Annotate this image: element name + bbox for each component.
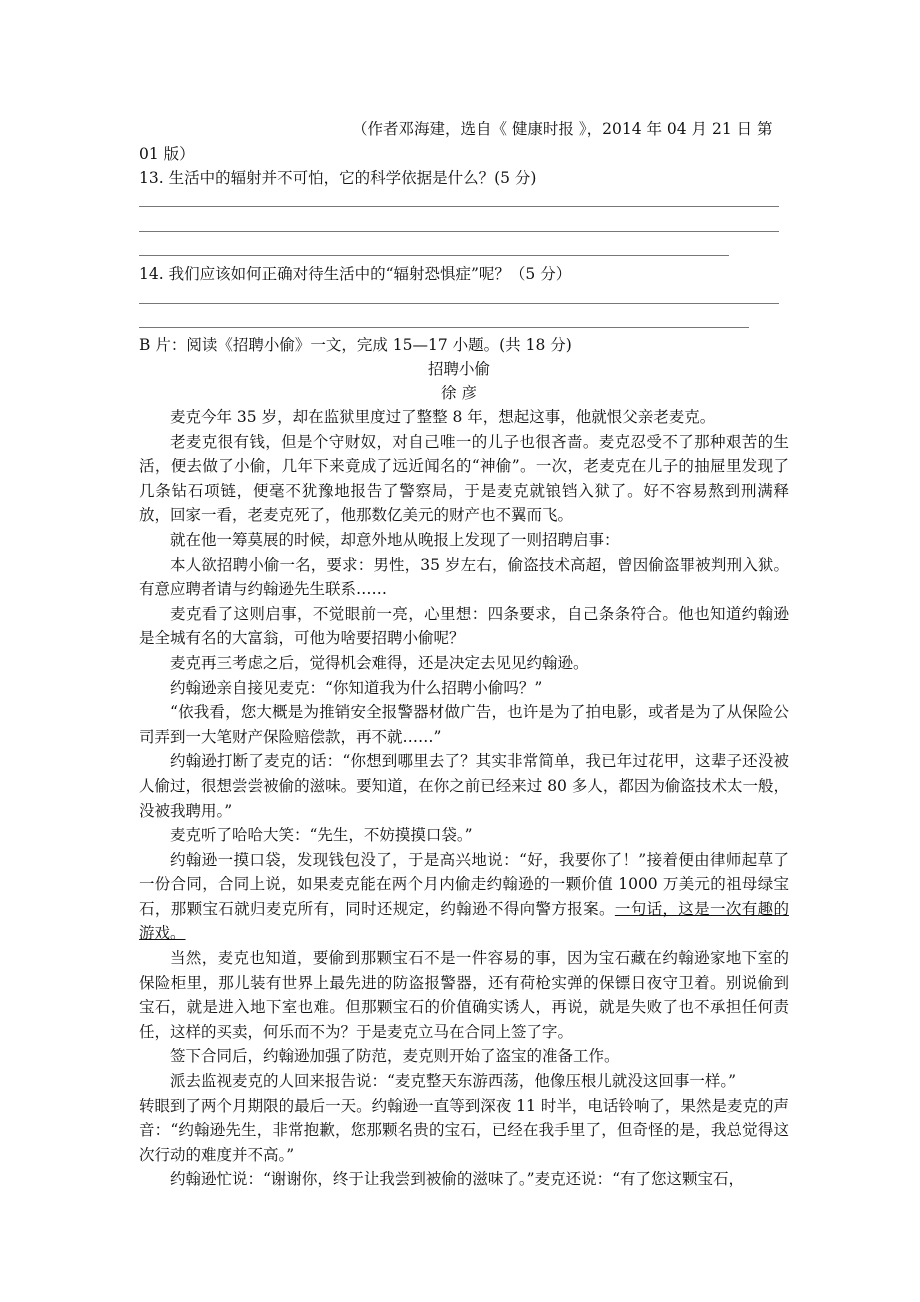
paragraph: 老麦克很有钱，但是个守财奴，对自己唯一的儿子也很吝啬。麦克忍受不了那种艰苦的生活，便去做了小偷，几年下来竟成了远近闻名的“神偷”。一次，老麦克在儿子的抽屉里发现了几条钻石项链，便毫不犹豫地报告了警察局，于是麦克就锒铛入狱了。好不容易熬到刑满释放，回家一看，老麦克死了，他那数亿美元的财产也不翼而飞。 xyxy=(139,432,789,525)
answer-line xyxy=(139,303,779,304)
paragraph xyxy=(139,848,789,946)
story-body xyxy=(139,405,789,1192)
paragraph: 签下合同后，约翰逊加强了防范，麦克则开始了盗宝的准备工作。 xyxy=(170,1047,620,1066)
paragraph: 麦克今年 35 岁，却在监狱里度过了整整 8 年，想起这事，他就恨父亲老麦克。 xyxy=(170,408,716,426)
paragraph: 麦克再三考虑之后，觉得机会难得，还是决定去见见约翰逊。 xyxy=(170,653,589,672)
paragraph: 麦克听了哈哈大笑：“先生，不妨摸摸口袋。” xyxy=(170,826,473,845)
question-13: 13. 生活中的辐射并不可怕，它的科学依据是什么？(5 分) xyxy=(139,169,537,187)
answer-line xyxy=(139,206,779,207)
answer-line xyxy=(139,231,779,232)
answer-line xyxy=(139,255,729,256)
paragraph: 当然，麦克也知道，要偷到那颗宝石不是一件容易的事，因为宝石藏在约翰逊家地下室的保险柜里，那儿装有世界上最先进的防盗报警器，还有荷枪实弹的保镖日夜守卫着。别说偷到宝石，就是进入地下室也难。但那颗宝石的价值确实诱人，再说，就是失败了也不承担任何责任，这样的买卖，何乐而不为？于是麦克立马在合同上签了字。 xyxy=(139,949,789,1041)
paragraph: 麦克看了这则启事，不觉眼前一亮，心里想：四条要求，自己条条符合。他也知道约翰逊是全城有名的大富翁，可他为啥要招聘小偷呢？ xyxy=(139,604,789,648)
paragraph: 约翰逊打断了麦克的话：“你想到哪里去了？其实非常简单，我已年过花甲，这辈子还没被人偷过，很想尝尝被偷的滋味。要知道，在你之前已经来过 80 多人，都因为偷盗技术太一般，没被我聘用。” xyxy=(139,752,789,820)
paragraph: 约翰逊亲自接见麦克：“你知道我为什么招聘小偷吗？” xyxy=(170,678,543,697)
question-14: 14. 我们应该如何正确对待生活中的“辐射恐惧症”呢？（5 分） xyxy=(139,265,572,283)
answer-line xyxy=(139,327,749,328)
paragraph: 约翰逊忙说：“谢谢你，终于让我尝到被偷的滋味了。”麦克还说：“有了您这颗宝石， xyxy=(170,1170,745,1189)
section-b-heading: B 片：阅读《招聘小偷》一文，完成 15—17 小题。(共 18 分) xyxy=(139,336,572,354)
underlined-sentence: 一句话，这是一次有趣的游戏。 xyxy=(139,899,789,943)
story-author: 徐 彦 xyxy=(441,384,477,402)
paragraph: “依我看，您大概是为推销安全报警器材做广告，也许是为了拍电影，或者是为了从保险公司弄到一大笔财产保险赔偿款，再不就……” xyxy=(139,703,789,746)
source-citation-line1: （作者邓海建，选自《 健康时报 》，2014 年 04 月 21 日 第 xyxy=(352,120,773,138)
source-citation-line2: 01 版） xyxy=(139,145,195,163)
paragraph: 本人欲招聘小偷一名，要求：男性，35 岁左右，偷盗技术高超，曾因偷盗罪被判刑入狱。有意应聘者请与约翰逊先生联系…… xyxy=(139,555,789,599)
paragraph-text: 约翰逊一摸口袋，发现钱包没了，于是高兴地说：“好，我要你了！”接着便由律师起草了一份合同，合同上说，如果麦克能在两个月内偷走约翰逊的一颗价值 1000 万美元的祖母绿宝石，那颗宝石就归麦克所有，同时还规定，约翰逊不得向警方报案。 xyxy=(139,850,789,918)
paragraph: 就在他一筹莫展的时候，却意外地从晚报上发现了一则招聘启事： xyxy=(170,530,620,549)
paragraph: 派去监视麦克的人回来报告说：“麦克整天东游西荡，他像压根儿就没这回事一样。” xyxy=(170,1072,737,1091)
paragraph: 转眼到了两个月期限的最后一天。约翰逊一直等到深夜 11 时半，电话铃响了，果然是麦克的声音：“约翰逊先生，非常抱歉，您那颗名贵的宝石，已经在我手里了，但奇怪的是，我总觉得这次行动的难度并不高。” xyxy=(139,1096,789,1164)
story-title: 招聘小偷 xyxy=(427,360,490,378)
